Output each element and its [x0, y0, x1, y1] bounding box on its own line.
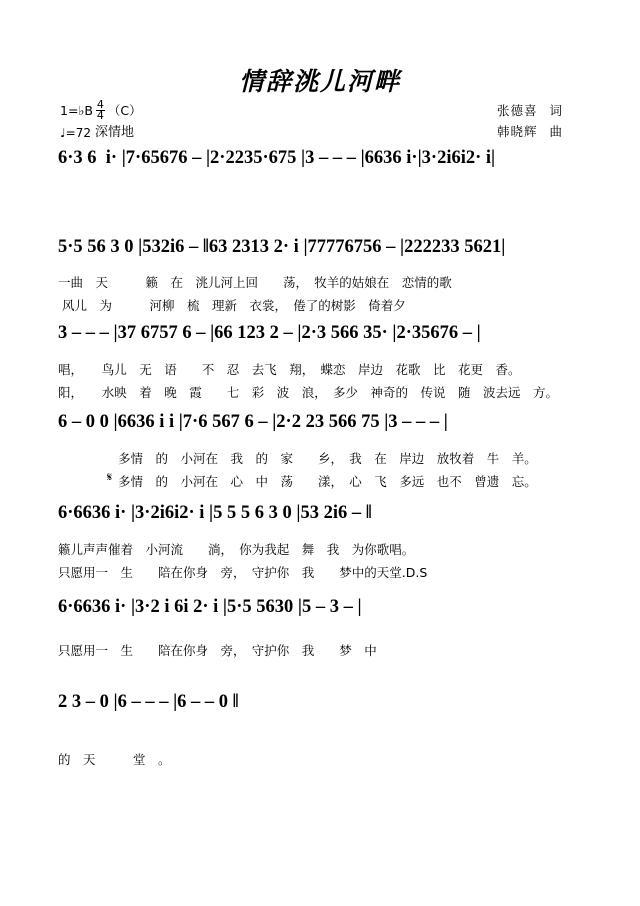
staff-1-notes: 6·3 6 i· |7·65676 – |2·2235·675 |3 – – – |6636 i·|3·2i6i2· i|	[58, 148, 496, 168]
page-title: 情辞洮儿河畔	[238, 67, 401, 96]
composer-line	[497, 121, 562, 142]
time-signature	[96, 100, 105, 121]
staff-7-notes: 2 3 – 0 |6 – – – |6 – – 0 ‖	[58, 692, 239, 712]
time-signature-denominator: 4	[96, 109, 104, 122]
staff-5-lyric-2: 只愿用一 生 陪在你身 旁， 守护你 我 梦中的天堂.D.S	[58, 565, 428, 580]
staff-3-lyric-2: 阳， 水映 着 晚 霞 七 彩 波 浪， 多少 神奇的 传说 随 波去远 方。	[58, 385, 559, 400]
lyricist-name: 张德喜	[496, 103, 538, 118]
key-note: B	[84, 102, 93, 118]
expression-mark: 深情地	[94, 125, 134, 140]
staff-2-lyric-2: 风儿 为 河柳 梳 理新 衣裳， 倦了的树影 倚着夕	[62, 298, 406, 313]
key-flat-icon: ♭	[78, 102, 85, 118]
staff-2-lyric-1: 一曲 天 籁 在 洮儿河上回 荡， 牧羊的姑娘在 恋情的歌	[58, 275, 452, 290]
segno-icon: 𝄋	[107, 470, 113, 484]
tempo-mark: ♩=72	[60, 126, 91, 140]
composer-name: 韩晓辉	[496, 124, 538, 139]
lyricist-line	[497, 100, 562, 121]
staff-5-notes: 6·6636 i· |3·2i6i2· i |5 5 5 6 3 0 |53 2i6 – ‖	[58, 503, 372, 523]
staff-5-lyric-1: 籁儿声声催着 小河流 淌， 你为我起 舞 我 为你歌唱。	[58, 542, 415, 557]
composer-role: 曲	[549, 124, 562, 139]
staff-3-notes: 3 – – – |37 6757 6 – |66 123 2 – |2·3 566 35· |2·35676 – |	[58, 323, 481, 343]
key-paren: （C）	[107, 102, 142, 118]
key-signature-block	[60, 100, 142, 141]
staff-6-notes: 6·6636 i· |3·2 i 6i 2· i |5·5 5630 |5 – 3 – |	[58, 597, 362, 617]
credits-block	[497, 100, 562, 142]
staff-6-lyric-1: 只愿用一 生 陪在你身 旁， 守护你 我 梦 中	[58, 643, 377, 658]
lyricist-role: 词	[549, 103, 562, 118]
staff-4-lyric-2: 多情 的 小河在 心 中 荡 漾， 心 飞 多远 也不 曾遗 忘。	[118, 474, 537, 489]
staff-2-notes: 5·5 56 3 0 |532i6 – ‖63 2313 2· i |77776756 – |222233 5621|	[58, 237, 506, 257]
staff-7-lyric-1: 的 天 堂 。	[58, 752, 171, 767]
time-signature-numerator: 4	[96, 98, 104, 111]
staff-4-notes: 6 – 0 0 |6636 i i |7·6 567 6 – |2·2 23 566 75 |3 – – – |	[58, 412, 448, 432]
staff-4-lyric-1: 多情 的 小河在 我 的 家 乡， 我 在 岸边 放牧着 牛 羊。	[118, 451, 537, 466]
staff-3-lyric-1: 唱， 鸟儿 无 语 不 忍 去飞 翔， 蝶恋 岸边 花歌 比 花更 香。	[58, 362, 521, 377]
key-label: 1=	[60, 102, 79, 118]
